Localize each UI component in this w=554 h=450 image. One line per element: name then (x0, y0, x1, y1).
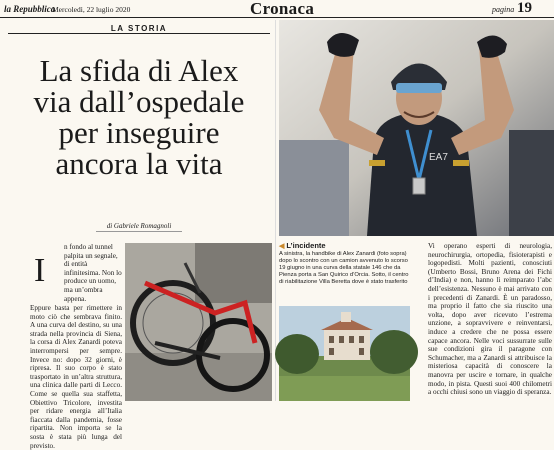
photo-alex-zanardi (279, 20, 554, 236)
page-number: 19 (517, 0, 532, 16)
headline-line: ancora la vita (55, 146, 223, 181)
jersey-logo: EA7 (429, 152, 448, 163)
photo-villa-beretta (279, 306, 410, 401)
caption-title-text: L’incidente (286, 241, 326, 250)
masthead: la Repubblica (4, 4, 56, 14)
article-column-right: Vi operano esperti di neurologia, neurochirurgia, ortopedia, fisioterapisti e logopedisti. Molti pazienti, conosciuti (Umberto Bossi, Bruno Arena dei Fichi d’India) e non, hanno lì reimparato l’abc dell’esistenza. Nessuno è mai arrivato con i precedenti di Zanardi. È un paradosso, ma proprio il fatto che sia riuscito una volta, dopo aver ricevuto l’estrema unzione, a sopravvivere e reinventarsi, induce a credere che ne possa essere capace ancora. Nelle voci sussurrate sulle sue condizioni gira il paragone con Schumacher, ma a Zanardi si attribuisce la misteriosa capacità di conoscere la manovra per uscire e tornare, in qualche modo, in pista. Questi suoi 400 chilometri a occhi chiusi sono un viaggio di speranza. (428, 242, 552, 397)
column-divider (275, 20, 276, 401)
kicker-rule (8, 33, 270, 34)
photo-handbike (125, 243, 272, 401)
dropcap-spacer (30, 243, 122, 304)
byline-rule (96, 231, 182, 232)
caption-title (279, 241, 326, 250)
article-intro: n fondo al tunnel palpita un segnale, di entità infinitesima. Non lo produce un uomo, ma un’ombra appena. (64, 243, 122, 303)
handbike-illustration (125, 243, 272, 401)
byline: di Gabriele Romagnoli (106, 222, 172, 230)
section-title: Cronaca (250, 0, 315, 18)
headline-line: via dall’ospedale (33, 84, 245, 119)
dropcap: I (34, 252, 46, 289)
caption-body: A sinistra, la handbike di Alex Zanardi (foto sopra) dopo lo scontro con un camion avvenuto lo scorso 19 giugno in una curva della statale 146 che da Pienza porta a San Quirico d’Orcia. Sotto, il centro di riabilitazione Villa Beretta dove è stato trasferito (279, 251, 409, 285)
villa-illustration (279, 306, 410, 401)
headline-line: per inseguire (58, 115, 220, 150)
article-body (30, 243, 122, 450)
article-body-text: Eppure basta per rimettere in moto ciò che sembrava finito. A una curva del destino, su una strada nella provincia di Siena, la corsa di Alex Zanardi poteva interrompersi per sempre. Invece no: dopo 32 giorni, è ripresa. Il suo corpo è stato trasportato in un’altra struttura, una clinica dalle parti di Lecco. Come se quella sua staffetta, Obiettivo Tricolore, investita per ridare energia all’Italia fiaccata dalla pandemia, fosse ripartita. Non importa se la sosta è stata più lunga del previsto. (30, 304, 122, 450)
triangle-icon: ◀ (279, 243, 285, 250)
athlete-illustration (279, 20, 554, 236)
kicker-text: LA STORIA (106, 24, 172, 33)
headline-line: La sfida di Alex (39, 53, 239, 88)
kicker (8, 24, 270, 33)
page-label: pagina (492, 5, 515, 14)
dateline: Mercoledì, 22 luglio 2020 (52, 5, 131, 14)
headline (10, 55, 268, 179)
